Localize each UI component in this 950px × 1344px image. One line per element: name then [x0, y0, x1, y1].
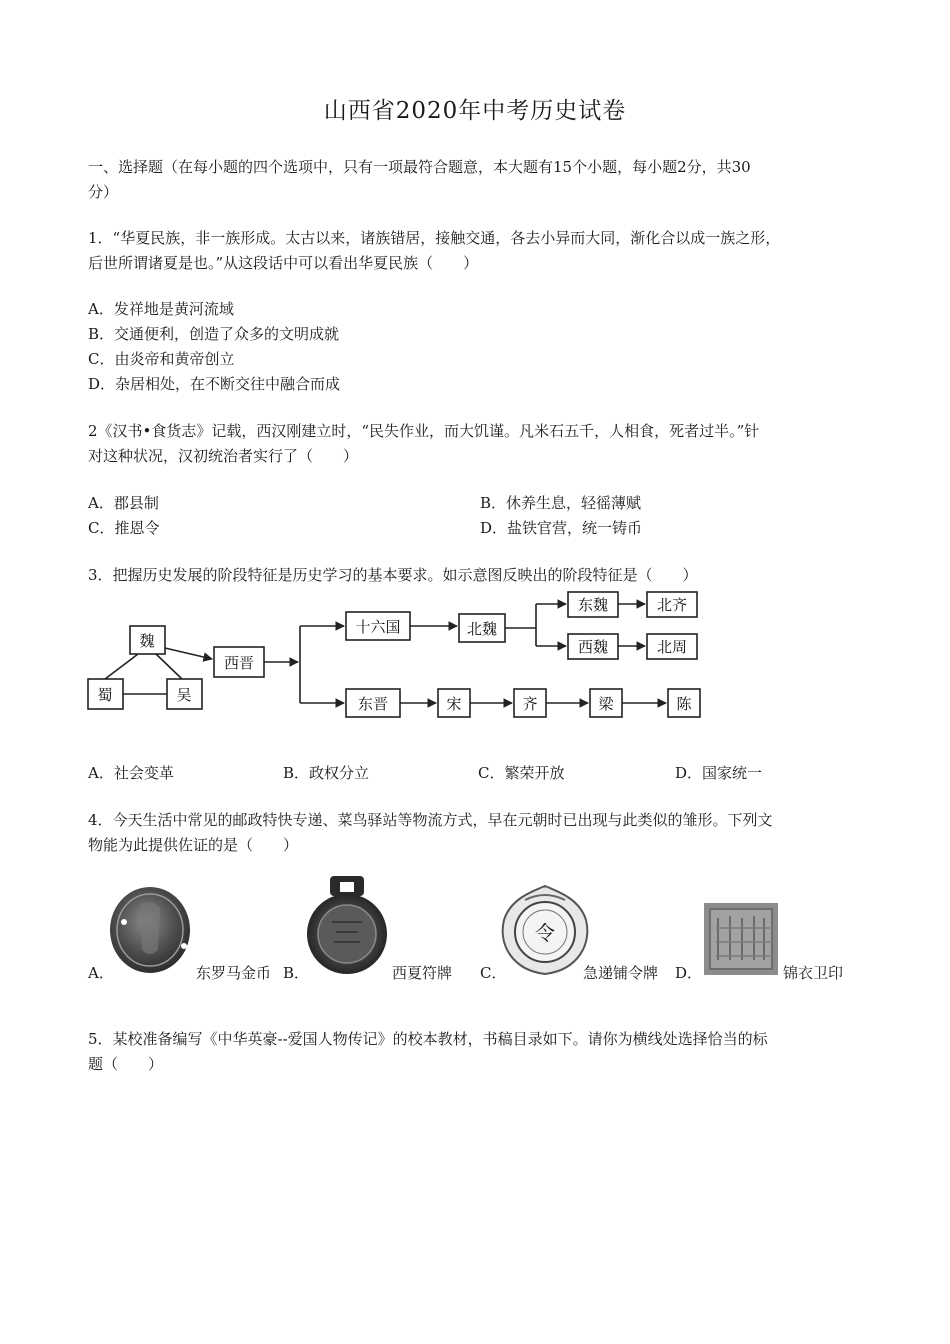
q2-stem-line2: 对这种状况，汉初统治者实行了（ ）: [88, 447, 359, 465]
q2-stem-line1: 2《汉书•食货志》记载，西汉刚建立时，“民失作业，而大饥谨。凡米石五千，人相食，死者过半。”针: [88, 422, 760, 440]
node-beiqi: 北齐: [656, 596, 688, 614]
q1-stem-line1: 1．“华夏民族，非一族形成。太古以来，诸族错居，接触交通，各去小异而大同，渐化合以成一族之形，: [88, 229, 781, 247]
q2-option-c[interactable]: C．推恩令: [88, 519, 160, 537]
node-chen: 陈: [676, 695, 692, 713]
node-wei: 魏: [139, 632, 155, 650]
q5-stem-line1: 5．某校准备编写《中华英豪--爱国人物传记》的校本教材，书稿目录如下。请你为横线处选择恰当的标: [88, 1030, 768, 1048]
q4-option-a-name: 东罗马金币: [196, 964, 272, 982]
xixia-tally-image: [307, 876, 387, 974]
node-dongjin: 东晋: [357, 695, 389, 713]
q4-stem-line1: 4．今天生活中常见的邮政特快专递、菜鸟驿站等物流方式，早在元朝时已出现与此类似的雏形。下列文: [88, 811, 773, 829]
q5-stem-line2: 题（ ）: [88, 1055, 164, 1073]
q2-option-d[interactable]: D．盐铁官营，统一铸币: [480, 519, 643, 537]
q3-option-c[interactable]: C．繁荣开放: [478, 764, 565, 782]
q3-option-d[interactable]: D．国家统一: [675, 764, 763, 782]
byzantine-coin-image: [110, 887, 190, 973]
q1-option-c[interactable]: C．由炎帝和黄帝创立: [88, 350, 235, 368]
node-beiwei: 北魏: [466, 620, 498, 638]
q4-option-b-name: 西夏符牌: [392, 964, 453, 982]
q2-option-a[interactable]: A．郡县制: [88, 494, 159, 512]
node-wu: 吴: [176, 686, 192, 704]
q3-option-a[interactable]: A．社会变革: [88, 764, 174, 782]
node-xiwei: 西魏: [577, 638, 609, 656]
section-heading-line1: 一、选择题（在每小题的四个选项中，只有一项最符合题意，本大题有15个小题，每小题2分，共30: [88, 158, 751, 176]
node-liang: 梁: [598, 695, 614, 713]
ling-character: 令: [535, 921, 555, 945]
dynasty-flow-diagram: [0, 586, 950, 726]
q1-option-b[interactable]: B．交通便利，创造了众多的文明成就: [88, 325, 340, 343]
q4-option-d-name: 锦衣卫印: [783, 964, 844, 982]
section-heading-line2: 分）: [88, 183, 119, 201]
node-song: 宋: [446, 695, 462, 713]
node-beizhou: 北周: [656, 638, 688, 656]
q3-stem-line1: 3．把握历史发展的阶段特征是历史学习的基本要求。如示意图反映出的阶段特征是（ ）: [88, 566, 698, 584]
q4-stem-line2: 物能为此提供佐证的是（ ）: [88, 836, 299, 854]
node-shu: 蜀: [97, 686, 113, 704]
page-title: 山西省2020年中考历史试卷: [323, 98, 627, 124]
q1-option-a[interactable]: A．发祥地是黄河流域: [88, 300, 234, 318]
q4-option-d-letter[interactable]: D．: [675, 964, 703, 982]
node-shiliuguo: 十六国: [355, 618, 401, 636]
node-qi: 齐: [522, 695, 538, 713]
q4-option-c-letter[interactable]: C．: [480, 964, 507, 982]
jinyiwei-seal-image: [704, 903, 778, 975]
q4-option-a-letter[interactable]: A．: [88, 964, 114, 982]
node-dongwei: 东魏: [577, 596, 609, 614]
urgent-post-token-image: [503, 886, 588, 974]
q3-option-b[interactable]: B．政权分立: [283, 764, 370, 782]
q2-option-b[interactable]: B．休养生息，轻徭薄赋: [480, 494, 642, 512]
node-xijin: 西晋: [223, 654, 255, 672]
q4-option-b-letter[interactable]: B．: [283, 964, 310, 982]
q1-option-d[interactable]: D．杂居相处，在不断交往中融合而成: [88, 375, 341, 393]
q1-stem-line2: 后世所谓诸夏是也。”从这段话中可以看出华夏民族（ ）: [88, 254, 479, 272]
q4-option-c-name: 急递铺令牌: [583, 964, 659, 982]
